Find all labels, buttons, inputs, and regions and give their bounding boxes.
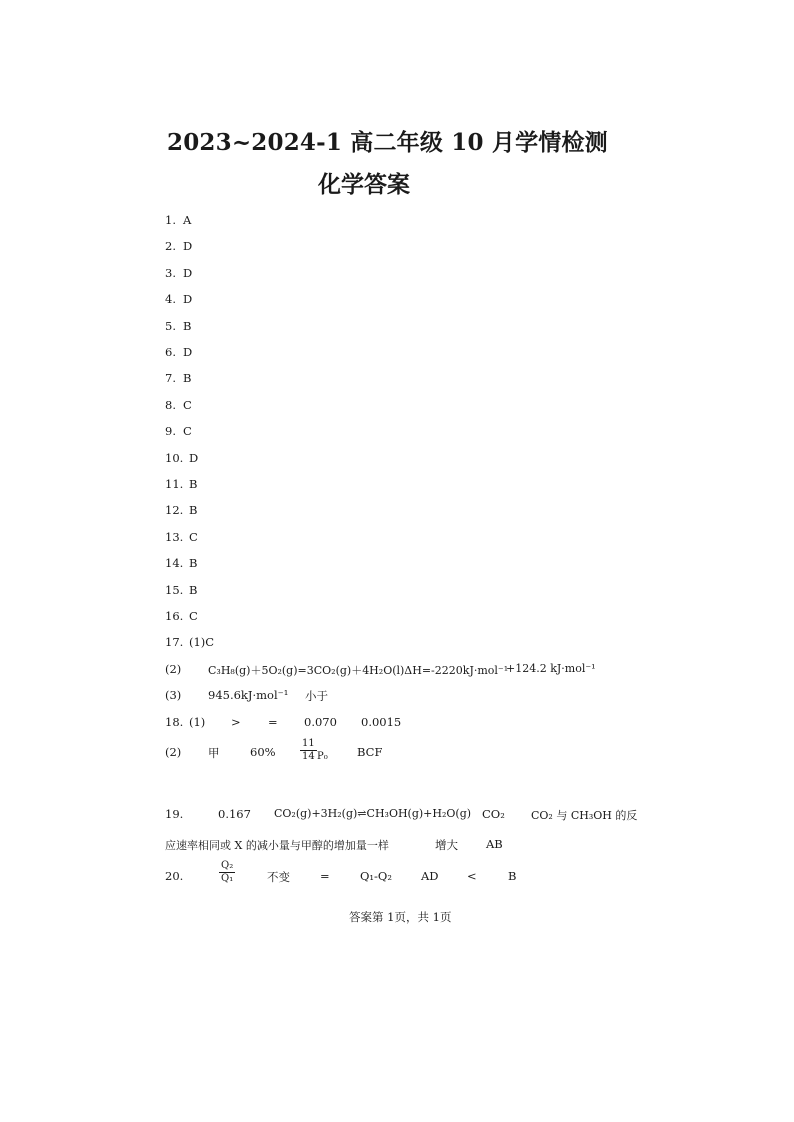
answer-number: 11. <box>165 477 184 491</box>
answer-number: 5. <box>165 319 176 333</box>
answer-choice: D <box>183 239 193 253</box>
q18-part2-answer-b: 60% <box>250 745 276 759</box>
answer-number: 16. <box>165 609 184 623</box>
document-title: 2023~2024-1 高二年级 10 月学情检测 <box>167 129 608 156</box>
q20-answer-e: < <box>467 869 477 883</box>
answer-number: 10. <box>165 451 184 465</box>
answer-number: 9. <box>165 424 176 438</box>
answer-number: 1. <box>165 213 176 227</box>
q17-part2-value: +124.2 kJ·mol⁻¹ <box>506 662 596 675</box>
answer-number: 8. <box>165 398 176 412</box>
answer-choice: D <box>183 345 193 359</box>
answer-choice: C <box>189 609 198 623</box>
q19-answer-c: CO₂ 与 CH₃OH 的反 <box>531 809 638 822</box>
q19-answer-d: 增大 <box>435 838 458 852</box>
answer-number: 12. <box>165 503 184 517</box>
q18-part1-answer-c: 0.070 <box>304 715 337 729</box>
q18-fraction-numerator: 11 <box>302 738 315 749</box>
answer-choice: D <box>189 451 199 465</box>
q20-answer-a: 不变 <box>267 870 290 884</box>
q17-number: 17. <box>165 635 184 649</box>
answer-choice: C <box>183 424 192 438</box>
page-footer: 答案第 1页，共 1页 <box>349 910 452 924</box>
answer-choice: B <box>189 477 198 491</box>
q20-answer-f: B <box>508 869 517 883</box>
q17-part3-label: (3) <box>165 688 182 702</box>
q20-answer-b: = <box>320 869 330 883</box>
answer-choice: B <box>189 556 198 570</box>
q17-part3-compare: 小于 <box>305 689 328 703</box>
document-subtitle: 化学答案 <box>318 171 410 198</box>
q19-answer-e: AB <box>486 837 503 851</box>
answer-choice: B <box>189 583 198 597</box>
q18-part2-fraction <box>300 738 317 763</box>
q20-fraction-denominator: Q₁ <box>221 873 234 884</box>
q17-part3-value: 945.6kJ·mol⁻¹ <box>208 688 289 702</box>
q18-part2-answer-a: 甲 <box>208 746 220 760</box>
answer-number: 2. <box>165 239 176 253</box>
q19-answer-a: 0.167 <box>218 807 251 821</box>
q18-part1-answer-b: = <box>268 715 278 729</box>
answer-choice: C <box>183 398 192 412</box>
q18-fraction-denominator: 14 <box>302 751 315 762</box>
answer-number: 14. <box>165 556 184 570</box>
q20-number: 20. <box>165 869 184 883</box>
q19-answer-b: CO₂ <box>482 807 505 821</box>
q19-equation: CO₂(g)+3H₂(g)⇌CH₃OH(g)+H₂O(g) <box>274 807 472 820</box>
q18-number: 18. <box>165 715 184 729</box>
q19-number: 19. <box>165 807 184 821</box>
q20-answer-c: Q₁-Q₂ <box>360 869 392 883</box>
answer-number: 6. <box>165 345 176 359</box>
answer-number: 7. <box>165 371 176 385</box>
answer-choice: B <box>189 503 198 517</box>
q18-part2-answer-c: BCF <box>357 745 383 759</box>
answer-choice: D <box>183 266 193 280</box>
q18-part2-label: (2) <box>165 745 182 759</box>
q18-fraction-tail: P₀ <box>317 751 328 762</box>
answer-number: 15. <box>165 583 184 597</box>
answer-number: 13. <box>165 530 184 544</box>
answer-choice: C <box>189 530 198 544</box>
answer-number: 3. <box>165 266 176 280</box>
q19-answer-c-continued: 应速率相同或 X 的减小量与甲醇的增加量一样 <box>165 839 389 852</box>
q17-part1-answer: (1)C <box>189 635 215 649</box>
answer-choice: A <box>183 213 192 227</box>
answer-choice: D <box>183 292 193 306</box>
q20-fraction <box>219 860 235 885</box>
q20-answer-d: AD <box>421 869 439 883</box>
q20-fraction-numerator: Q₂ <box>221 860 234 871</box>
q17-part2-equation: C₃H₈(g)＋5O₂(g)=3CO₂(g)＋4H₂O(l)ΔH=-2220kJ·mol⁻¹ <box>208 664 509 677</box>
q18-part1-answer-a: > <box>231 715 241 729</box>
q17-part2-label: (2) <box>165 662 182 676</box>
answer-choice: B <box>183 319 192 333</box>
q18-part1-answer-d: 0.0015 <box>361 715 402 729</box>
answer-choice: B <box>183 371 192 385</box>
q18-part1-label: (1) <box>189 715 206 729</box>
answer-number: 4. <box>165 292 176 306</box>
